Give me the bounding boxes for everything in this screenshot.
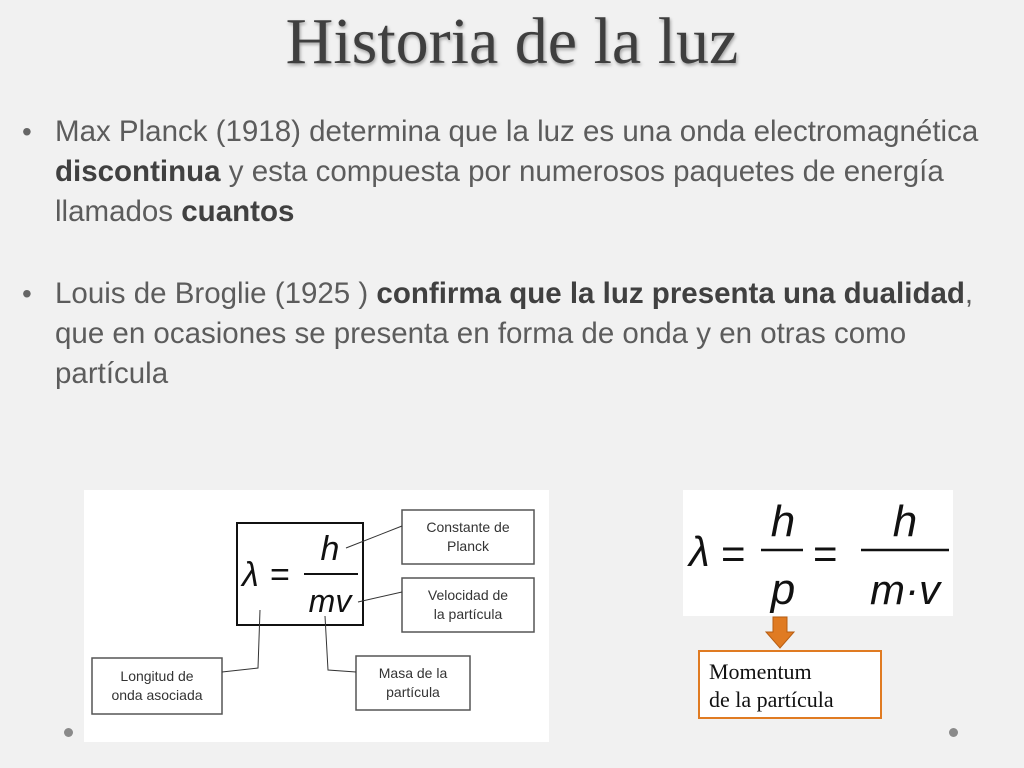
planck-label-line2: Planck — [446, 538, 490, 554]
momentum-label-box — [698, 650, 882, 719]
wavelength-label-box — [92, 658, 222, 714]
momentum-label-line2: de la partícula — [709, 687, 834, 712]
decorative-dot-right — [949, 728, 958, 737]
formula-numerator-2: h — [892, 497, 918, 546]
mass-label-line1: Masa de la — [378, 665, 448, 681]
bullet-text: Louis de Broglie (1925 ) — [55, 277, 377, 310]
formula-equals-2: = — [813, 530, 838, 577]
formula-equals-1: = — [721, 530, 746, 577]
bullet-icon: • — [22, 278, 32, 309]
de-broglie-diagram — [84, 490, 549, 742]
bullet-planck — [22, 112, 1002, 232]
bullet-text: Max Planck (1918) determina que la luz es una onda electromagnética — [55, 115, 979, 148]
formula-lambda: λ — [242, 556, 259, 594]
momentum-label-line1: Momentum — [709, 659, 812, 684]
decorative-dot-left — [64, 728, 73, 737]
formula-numerator-1: h — [770, 497, 796, 546]
formula-denominator-1: p — [770, 565, 796, 614]
formula-denominator-2: m·v — [870, 566, 940, 613]
slide-title: Historia de la luz — [285, 5, 739, 78]
bullet-bold-text: discontinua — [55, 155, 221, 188]
formula-numerator: h — [320, 530, 340, 568]
formula-lambda: λ — [689, 528, 710, 575]
bullet-list — [22, 112, 1002, 436]
velocity-label-line2: la partícula — [433, 606, 503, 622]
bullet-bold-text: confirma que la luz presenta una dualidad — [376, 277, 965, 310]
mass-label-line2: partícula — [386, 684, 440, 700]
momentum-formula-svg — [683, 490, 953, 616]
velocity-label-line1: Velocidad de — [427, 587, 509, 603]
bullet-text: y esta compuesta por numerosos paquetes de energía llamados — [55, 155, 944, 228]
velocity-connector — [358, 592, 402, 602]
bullet-text: , que en ocasiones se presenta en forma de onda y en otras como partícula — [55, 277, 974, 390]
formula-denominator: mv — [308, 583, 352, 619]
bullet-icon: • — [22, 116, 32, 147]
bullet-bold-text: cuantos — [181, 195, 295, 228]
planck-label-line1: Constante de — [426, 519, 510, 535]
down-arrow-icon — [764, 616, 796, 650]
bullet-broglie — [22, 274, 1002, 394]
wavelength-label-line1: Longitud de — [120, 668, 194, 684]
formula-equals: = — [270, 556, 290, 594]
momentum-formula — [683, 490, 953, 616]
wavelength-label-line2: onda asociada — [111, 687, 203, 703]
diagram-svg — [84, 490, 549, 742]
